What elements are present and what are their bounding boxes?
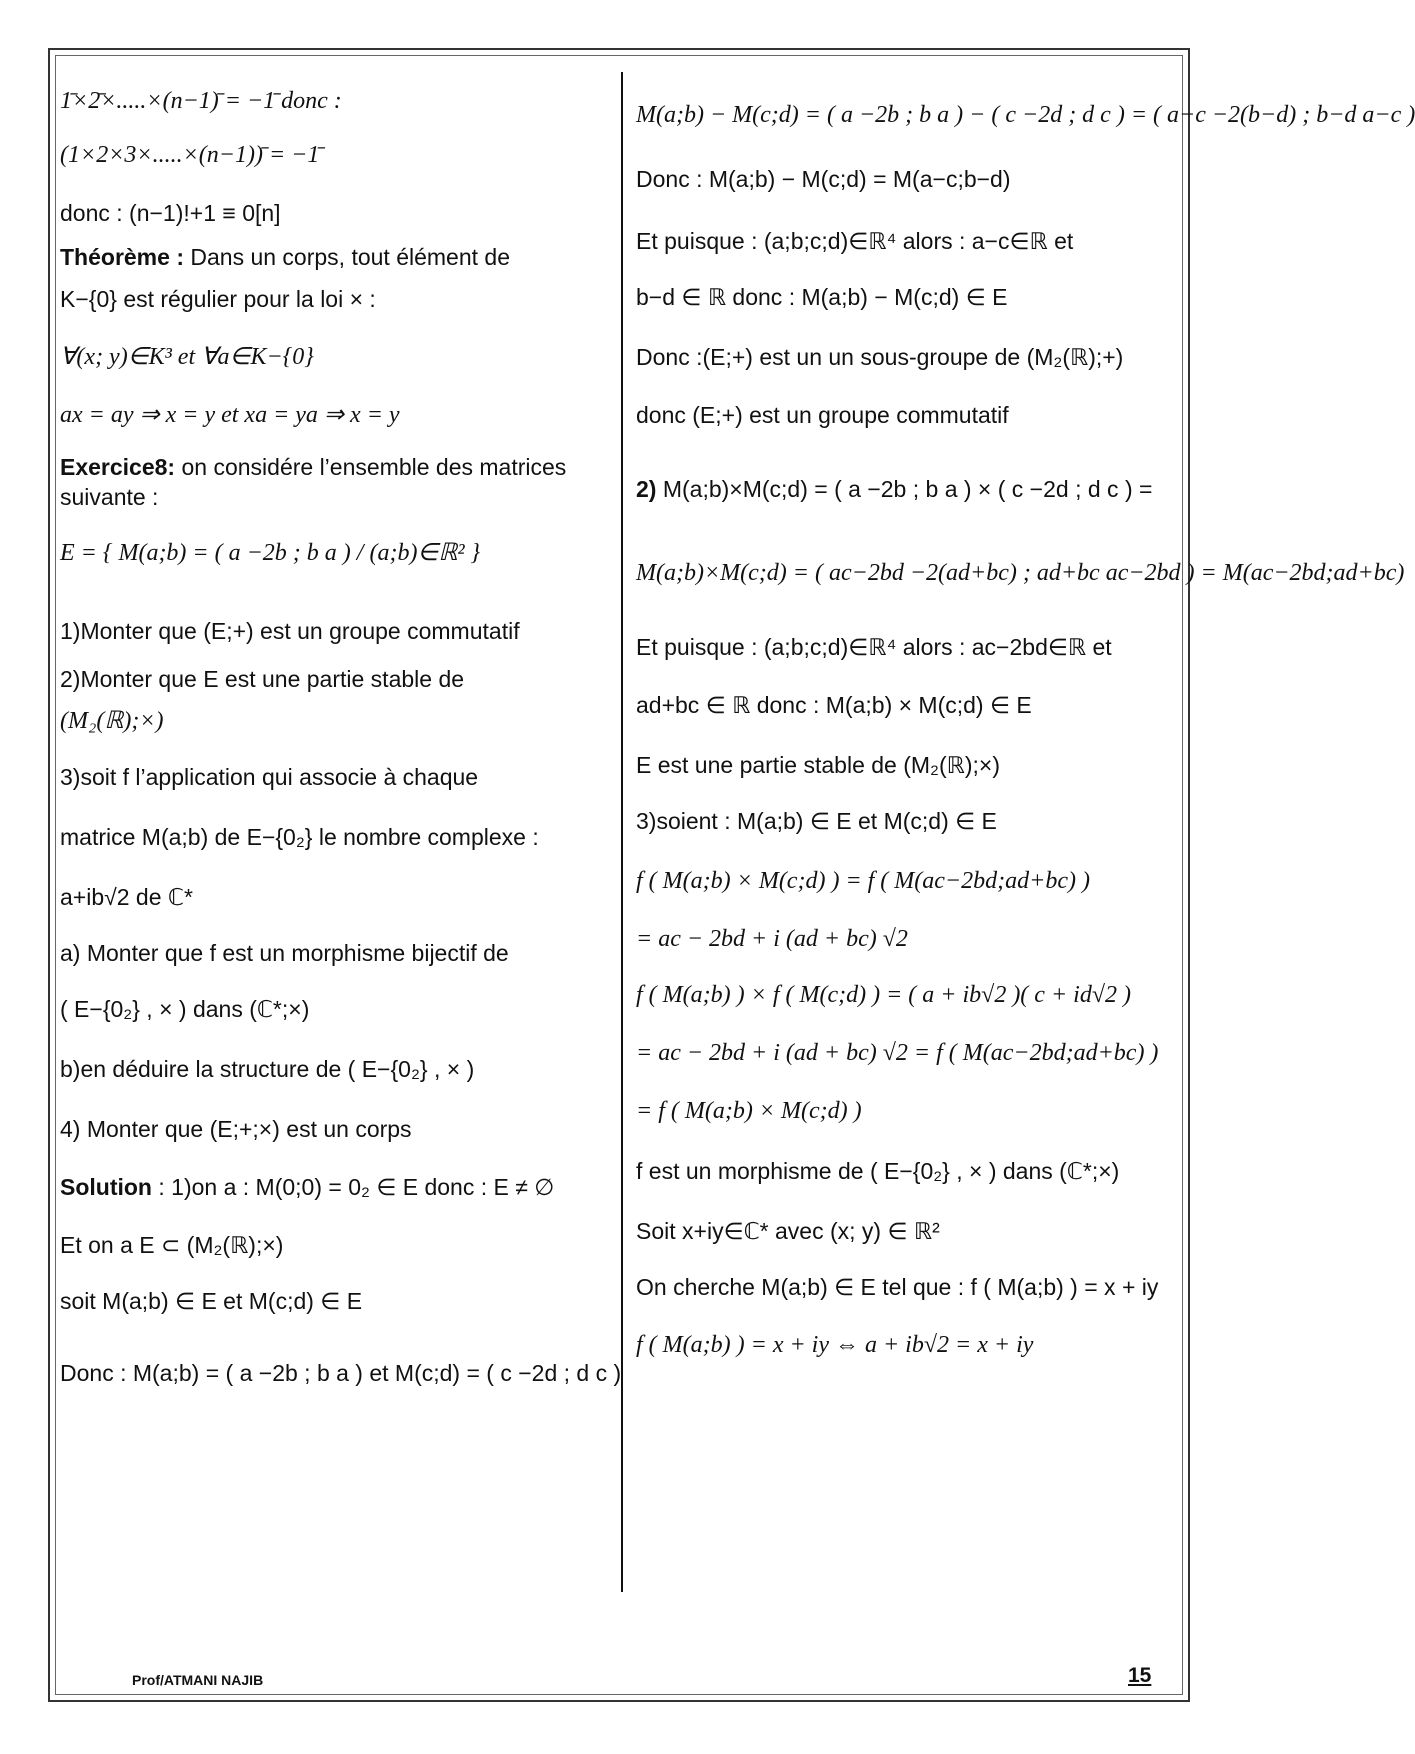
right-line-16: = ac − 2bd + i (ad + bc) √2 = f ( M(ac−2bd;ad+bc) ) <box>636 1040 1159 1066</box>
left-line-22: Et on a E ⊂ (M₂(ℝ);×) <box>60 1232 284 1258</box>
exercise-label: Exercice8: <box>60 454 176 480</box>
part2-label: 2) <box>636 476 657 502</box>
right-line-2: Donc : M(a;b) − M(c;d) = M(a−c;b−d) <box>636 166 1011 192</box>
left-line-3: donc : (n−1)!+1 ≡ 0[n] <box>60 200 281 226</box>
left-line-10: E = { M(a;b) = ( a −2b ; b a ) / (a;b)∈ℝ² } <box>60 540 481 566</box>
left-line-20: 4) Monter que (E;+;×) est un corps <box>60 1116 412 1142</box>
right-line-10: ad+bc ∈ ℝ donc : M(a;b) × M(c;d) ∈ E <box>636 692 1032 718</box>
right-line-20: On cherche M(a;b) ∈ E tel que : f ( M(a;b) ) = x + iy <box>636 1274 1159 1300</box>
left-line-24: Donc : M(a;b) = ( a −2b ; b a ) et M(c;d) = ( c −2d ; d c ) <box>60 1360 622 1386</box>
right-line-1: M(a;b) − M(c;d) = ( a −2b ; b a ) − ( c −2d ; d c ) = ( a−c −2(b−d) ; b−d a−c ) <box>636 102 1415 128</box>
left-line-13: (M₂(ℝ);×) <box>60 708 164 734</box>
solution-text: : 1)on a : M(0;0) = 0₂ ∈ E donc : E ≠ ∅ <box>151 1174 555 1200</box>
right-line-8: M(a;b)×M(c;d) = ( ac−2bd −2(ad+bc) ; ad+bc ac−2bd ) = M(ac−2bd;ad+bc) <box>636 560 1405 586</box>
left-line-23: soit M(a;b) ∈ E et M(c;d) ∈ E <box>60 1288 363 1314</box>
page-number: 15 <box>1128 1664 1152 1687</box>
right-line-12: 3)soient : M(a;b) ∈ E et M(c;d) ∈ E <box>636 808 997 834</box>
left-line-18: ( E−{0₂} , × ) dans (ℂ*;×) <box>60 996 310 1022</box>
right-line-19: Soit x+iy∈ℂ* avec (x; y) ∈ ℝ² <box>636 1218 940 1244</box>
footer-author: Prof/ATMANI NAJIB <box>132 1672 264 1688</box>
exercise-text: on considére l’ensemble des matrices <box>175 454 567 480</box>
left-line-12: 2)Monter que E est une partie stable de <box>60 666 465 692</box>
left-line-7: ax = ay ⇒ x = y et xa = ya ⇒ x = y <box>60 402 400 428</box>
left-line-15: matrice M(a;b) de E−{0₂} le nombre complexe : <box>60 824 539 850</box>
right-line-14: = ac − 2bd + i (ad + bc) √2 <box>636 926 908 952</box>
right-line-7 <box>636 474 1152 504</box>
left-line-5: K−{0} est régulier pour la loi × : <box>60 286 376 312</box>
right-line-15: f ( M(a;b) ) × f ( M(c;d) ) = ( a + ib√2 )( c + id√2 ) <box>636 982 1131 1008</box>
left-line-6: ∀(x; y)∈K³ et ∀a∈K−{0} <box>60 344 314 370</box>
left-line-4 <box>60 242 510 272</box>
solution-label: Solution <box>60 1174 152 1200</box>
right-line-9: Et puisque : (a;b;c;d)∈ℝ⁴ alors : ac−2bd∈ℝ et <box>636 634 1112 660</box>
left-line-16: a+ib√2 de ℂ* <box>60 884 193 910</box>
column-divider <box>621 72 623 1592</box>
left-line-2: (1×2×3×.....×(n−1))̄ = −1̄ <box>60 142 320 168</box>
part2-text: M(a;b)×M(c;d) = ( a −2b ; b a ) × ( c −2d ; d c ) = <box>656 476 1153 502</box>
right-line-6: donc (E;+) est un groupe commutatif <box>636 402 1009 428</box>
left-line-21 <box>60 1172 554 1202</box>
left-line-11: 1)Monter que (E;+) est un groupe commutatif <box>60 618 520 644</box>
left-line-9: suivante : <box>60 484 159 510</box>
right-line-17: = f ( M(a;b) × M(c;d) ) <box>636 1098 862 1124</box>
theorem-text: Dans un corps, tout élément de <box>183 244 511 270</box>
right-line-11: E est une partie stable de (M₂(ℝ);×) <box>636 752 1000 778</box>
left-line-1: 1̄×2̄×.....×(n−1)̄ = −1̄ donc : <box>60 88 342 114</box>
right-line-3: Et puisque : (a;b;c;d)∈ℝ⁴ alors : a−c∈ℝ et <box>636 228 1074 254</box>
left-line-8 <box>60 452 566 482</box>
theorem-label: Théorème : <box>60 244 184 270</box>
right-line-5: Donc :(E;+) est un un sous-groupe de (M₂(ℝ);+) <box>636 344 1124 370</box>
right-line-13: f ( M(a;b) × M(c;d) ) = f ( M(ac−2bd;ad+bc) ) <box>636 868 1090 894</box>
right-line-4: b−d ∈ ℝ donc : M(a;b) − M(c;d) ∈ E <box>636 284 1008 310</box>
left-line-14: 3)soit f l’application qui associe à chaque <box>60 764 479 790</box>
right-line-18: f est un morphisme de ( E−{0₂} , × ) dans (ℂ*;×) <box>636 1158 1120 1184</box>
left-line-19: b)en déduire la structure de ( E−{0₂} , × ) <box>60 1056 475 1082</box>
left-line-17: a) Monter que f est un morphisme bijectif de <box>60 940 509 966</box>
right-line-21: f ( M(a;b) ) = x + iy ⇔ a + ib√2 = x + iy <box>636 1332 1034 1358</box>
